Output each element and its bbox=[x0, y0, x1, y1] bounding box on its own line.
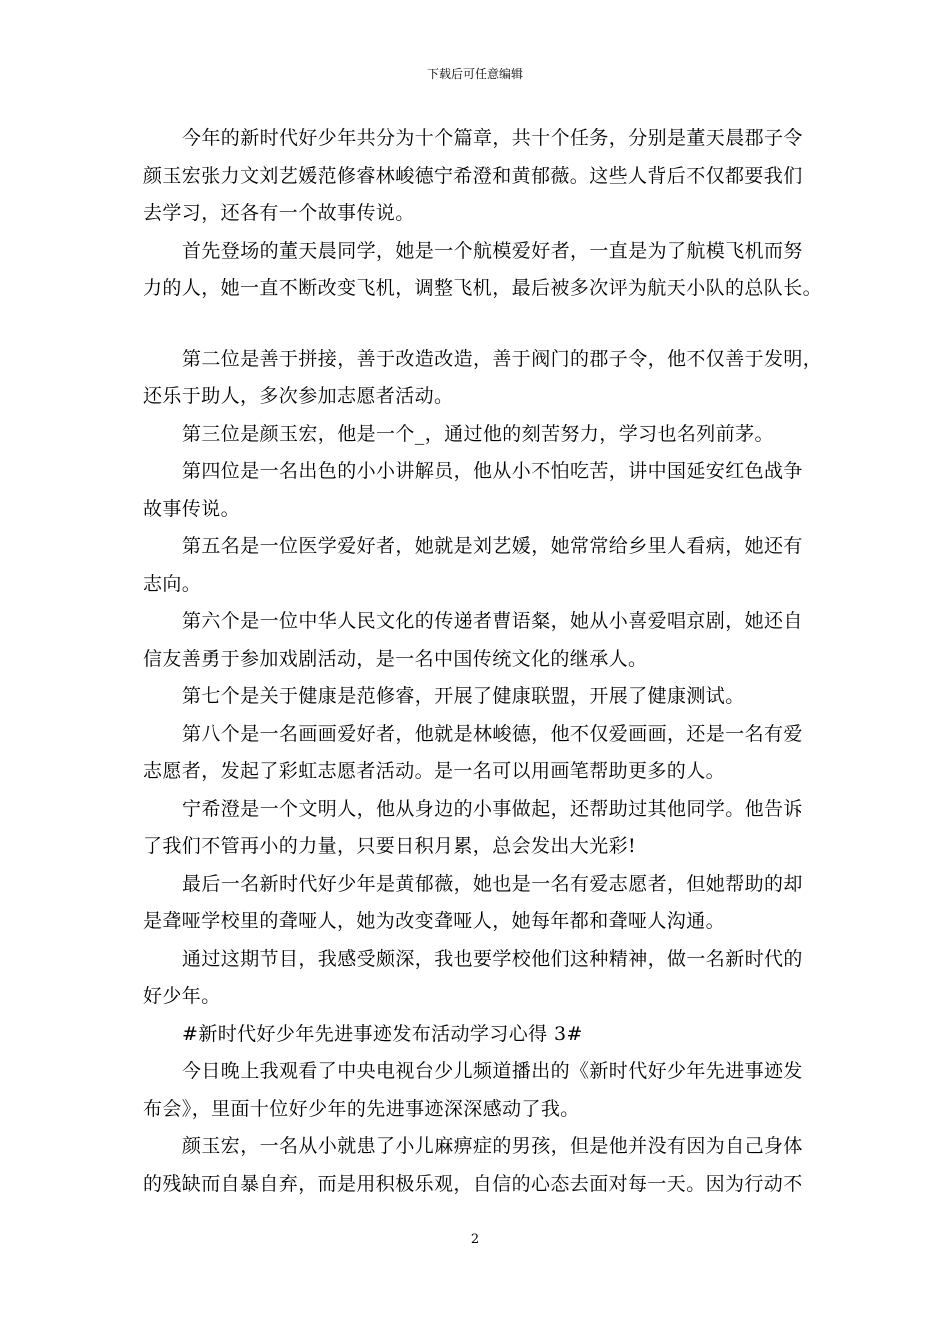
paragraph-line: 志向。 bbox=[143, 572, 202, 595]
document-body bbox=[143, 120, 833, 1203]
paragraph-line: 好少年。 bbox=[143, 985, 221, 1007]
paragraph-line: 志愿者，发起了彩虹志愿者活动。是一名可以用画笔帮助更多的人。 bbox=[143, 760, 726, 782]
section-heading: #新时代好少年先进事迹发布活动学习心得 3# bbox=[182, 1022, 583, 1045]
paragraph-line: 第四位是一名出色的小小讲解员，他从小不怕吃苦，讲中国延安红色战争 bbox=[182, 460, 803, 482]
paragraph-line: 最后一名新时代好少年是黄郁薇，她也是一名有爱志愿者，但她帮助的却 bbox=[182, 872, 803, 895]
paragraph-line: 信友善勇于参加戏剧活动，是一名中国传统文化的继承人。 bbox=[143, 647, 648, 670]
paragraph-line: 通过这期节目，我感受颇深，我也要学校他们这种精神，做一名新时代的 bbox=[182, 947, 803, 970]
paragraph-line: 去学习，还各有一个故事传说。 bbox=[143, 202, 415, 224]
paragraph-line: 第八个是一名画画爱好者，他就是林峻德，他不仅爱画画，还是一名有爱 bbox=[182, 722, 803, 745]
paragraph-line: 今日晚上我观看了中央电视台少儿频道播出的《新时代好少年先进事迹发 bbox=[182, 1060, 803, 1082]
paragraph-line: 第二位是善于拼接，善于改造改造，善于阀门的郡子令，他不仅善于发明， bbox=[182, 347, 823, 370]
paragraph-line: 颜玉宏，一名从小就患了小儿麻痹症的男孩，但是他并没有因为自己身体 bbox=[182, 1135, 803, 1157]
paragraph-line: 是聋哑学校里的聋哑人，她为改变聋哑人，她每年都和聋哑人沟通。 bbox=[143, 910, 726, 932]
paragraph-line: 的残缺而自暴自弃，而是用积极乐观，自信的心态去面对每一天。因为行动不 bbox=[143, 1172, 803, 1195]
paragraph-line: 今年的新时代好少年共分为十个篇章，共十个任务，分别是董天晨郡子令 bbox=[182, 127, 803, 149]
paragraph-line: 首先登场的董天晨同学，她是一个航模爱好者，一直是为了航模飞机而努 bbox=[182, 239, 803, 262]
page-header: 下载后可任意编辑 bbox=[426, 67, 523, 81]
paragraph-line: 还乐于助人，多次参加志愿者活动。 bbox=[143, 385, 454, 407]
page-number: 2 bbox=[470, 1232, 480, 1247]
paragraph-spacer bbox=[143, 308, 833, 341]
paragraph-line: 了我们不管再小的力量，只要日积月累，总会发出大光彩! bbox=[143, 835, 637, 857]
paragraph-line: 第三位是颜玉宏，他是一个_，通过他的刻苦努力，学习也名列前茅。 bbox=[182, 422, 774, 445]
paragraph-line: 第七个是关于健康是范修睿，开展了健康联盟，开展了健康测试。 bbox=[182, 685, 745, 707]
paragraph-line: 第六个是一位中华人民文化的传递者曹语粲，她从小喜爱唱京剧，她还自 bbox=[182, 610, 803, 632]
paragraph-line: 颜玉宏张力文刘艺媛范修睿林峻德宁希澄和黄郁薇。这些人背后不仅都要我们 bbox=[143, 164, 803, 187]
paragraph-line: 布会》，里面十位好少年的先进事迹深深感动了我。 bbox=[143, 1097, 580, 1120]
paragraph-line: 第五名是一位医学爱好者，她就是刘艺媛，她常常给乡里人看病，她还有 bbox=[182, 535, 803, 557]
paragraph-line: 力的人，她一直不断改变飞机，调整飞机，最后被多次评为航天小队的总队长。 bbox=[143, 277, 823, 299]
paragraph-line: 故事传说。 bbox=[143, 497, 241, 520]
paragraph-line: 宁希澄是一个文明人，他从身边的小事做起，还帮助过其他同学。他告诉 bbox=[182, 797, 803, 820]
